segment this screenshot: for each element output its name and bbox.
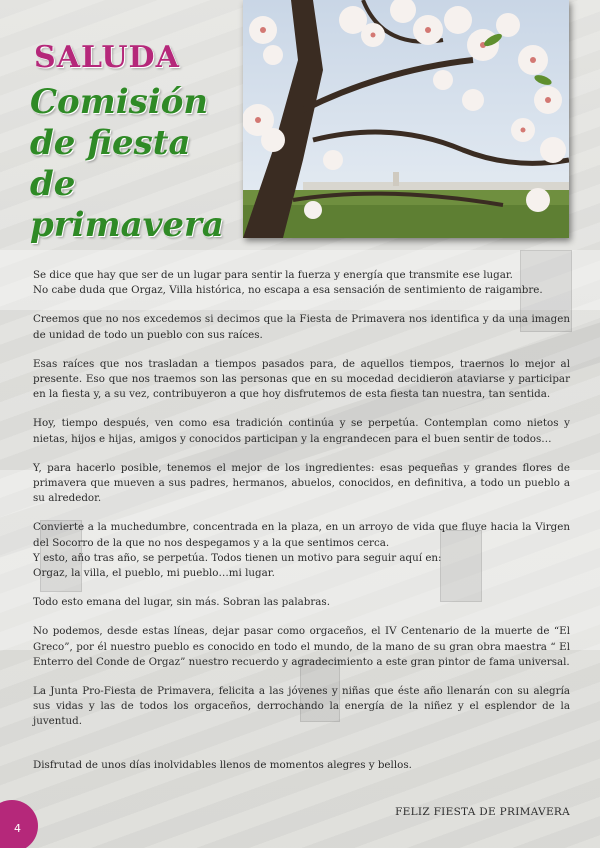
title-line-2: de fiesta de [30,123,191,204]
paragraph-10: Disfrutad de unos días inolvidables llenos de momentos alegres y bellos. [33,758,412,771]
paragraph-1-line-a: Se dice que hay que ser de un lugar para sentir la fuerza y energía que transmite ese lugar. [33,269,513,281]
paragraph-3: Esas raíces que nos trasladan a tiempos pasados para, de aquellos tiempos, traernos lo mejor al presente. Eso que nos traemos son las personas que en su mocedad decidieron ataviarse y participar en la fiesta y, a su vez, contribuyeron a que hoy disfrutemos de esta fiesta tan nuestra, tan sentida. [33,357,570,401]
closing-greeting: FELIZ FIESTA DE PRIMAVERA [395,806,570,818]
paragraph-8: No podemos, desde estas líneas, dejar pasar como orgaceños, el IV Centenario de la muerte de “El Greco”, por él nuestro pueblo es conocido en todo el mundo, de la mano de su gran obra maestra “ El Enterro del Conde de Orgaz” nuestro recuerdo y agradecimiento a este gran pintor de fama universal. [33,625,570,668]
paragraph-6 [33,520,570,581]
title-line-3: primavera [30,205,224,245]
paragraph-6-line-a: Convierte a la muchedumbre, concentrada en la plaza, en un arroyo de vida que fluye hacia la Virgen del Socorro de la que no nos despegamos y a la que sentimos cerca. [33,521,570,549]
page-number: 4 [14,822,21,835]
paragraph-5: Y, para hacerlo posible, tenemos el mejor de los ingredientes: esas pequeñas y grandes flores de primavera que mueven a sus padres, hermanos, abuelos, conocidos, en definitiva, a todo un pueblo a su alrededor. [33,461,570,505]
almond-blossom-photo [243,0,569,238]
title-line-1: Comisión [30,82,209,122]
paragraph-1 [33,268,570,298]
paragraph-6-line-b: Y esto, año tras año, se perpetúa. Todos tienen un motivo para seguir aquí en: [33,551,442,564]
article-body [33,268,570,787]
paragraph-1-line-b: No cabe duda que Orgaz, Villa histórica, no escapa a esa sensación de sentimiento de raigambre. [33,284,543,297]
paragraph-9: La Junta Pro-Fiesta de Primavera, felicita a las jóvenes y niñas que éste año llenarán con su alegría sus vidas y las de todos los orgaceños, derrochando la energía de la niñez y el esplendor de la juventud. [33,685,570,728]
paragraph-6-line-c: Orgaz, la villa, el pueblo, mi pueblo…mi lugar. [33,567,275,580]
section-title [30,82,240,246]
saluda-heading: SALUDA [34,40,180,75]
paragraph-4: Hoy, tiempo después, ven como esa tradición continúa y se perpetúa. Contemplan como nietos y nietas, hijos e hijas, amigos y conocidos participan y la engrandecen para el buen sentir de todos… [33,417,570,445]
paragraph-2: Creemos que no nos excedemos si decimos que la Fiesta de Primavera nos identifica y da una imagen de unidad de todo un pueblo con sus raíces. [33,313,570,341]
page-number-badge [0,800,38,848]
paragraph-7: Todo esto emana del lugar, sin más. Sobran las palabras. [33,596,330,609]
